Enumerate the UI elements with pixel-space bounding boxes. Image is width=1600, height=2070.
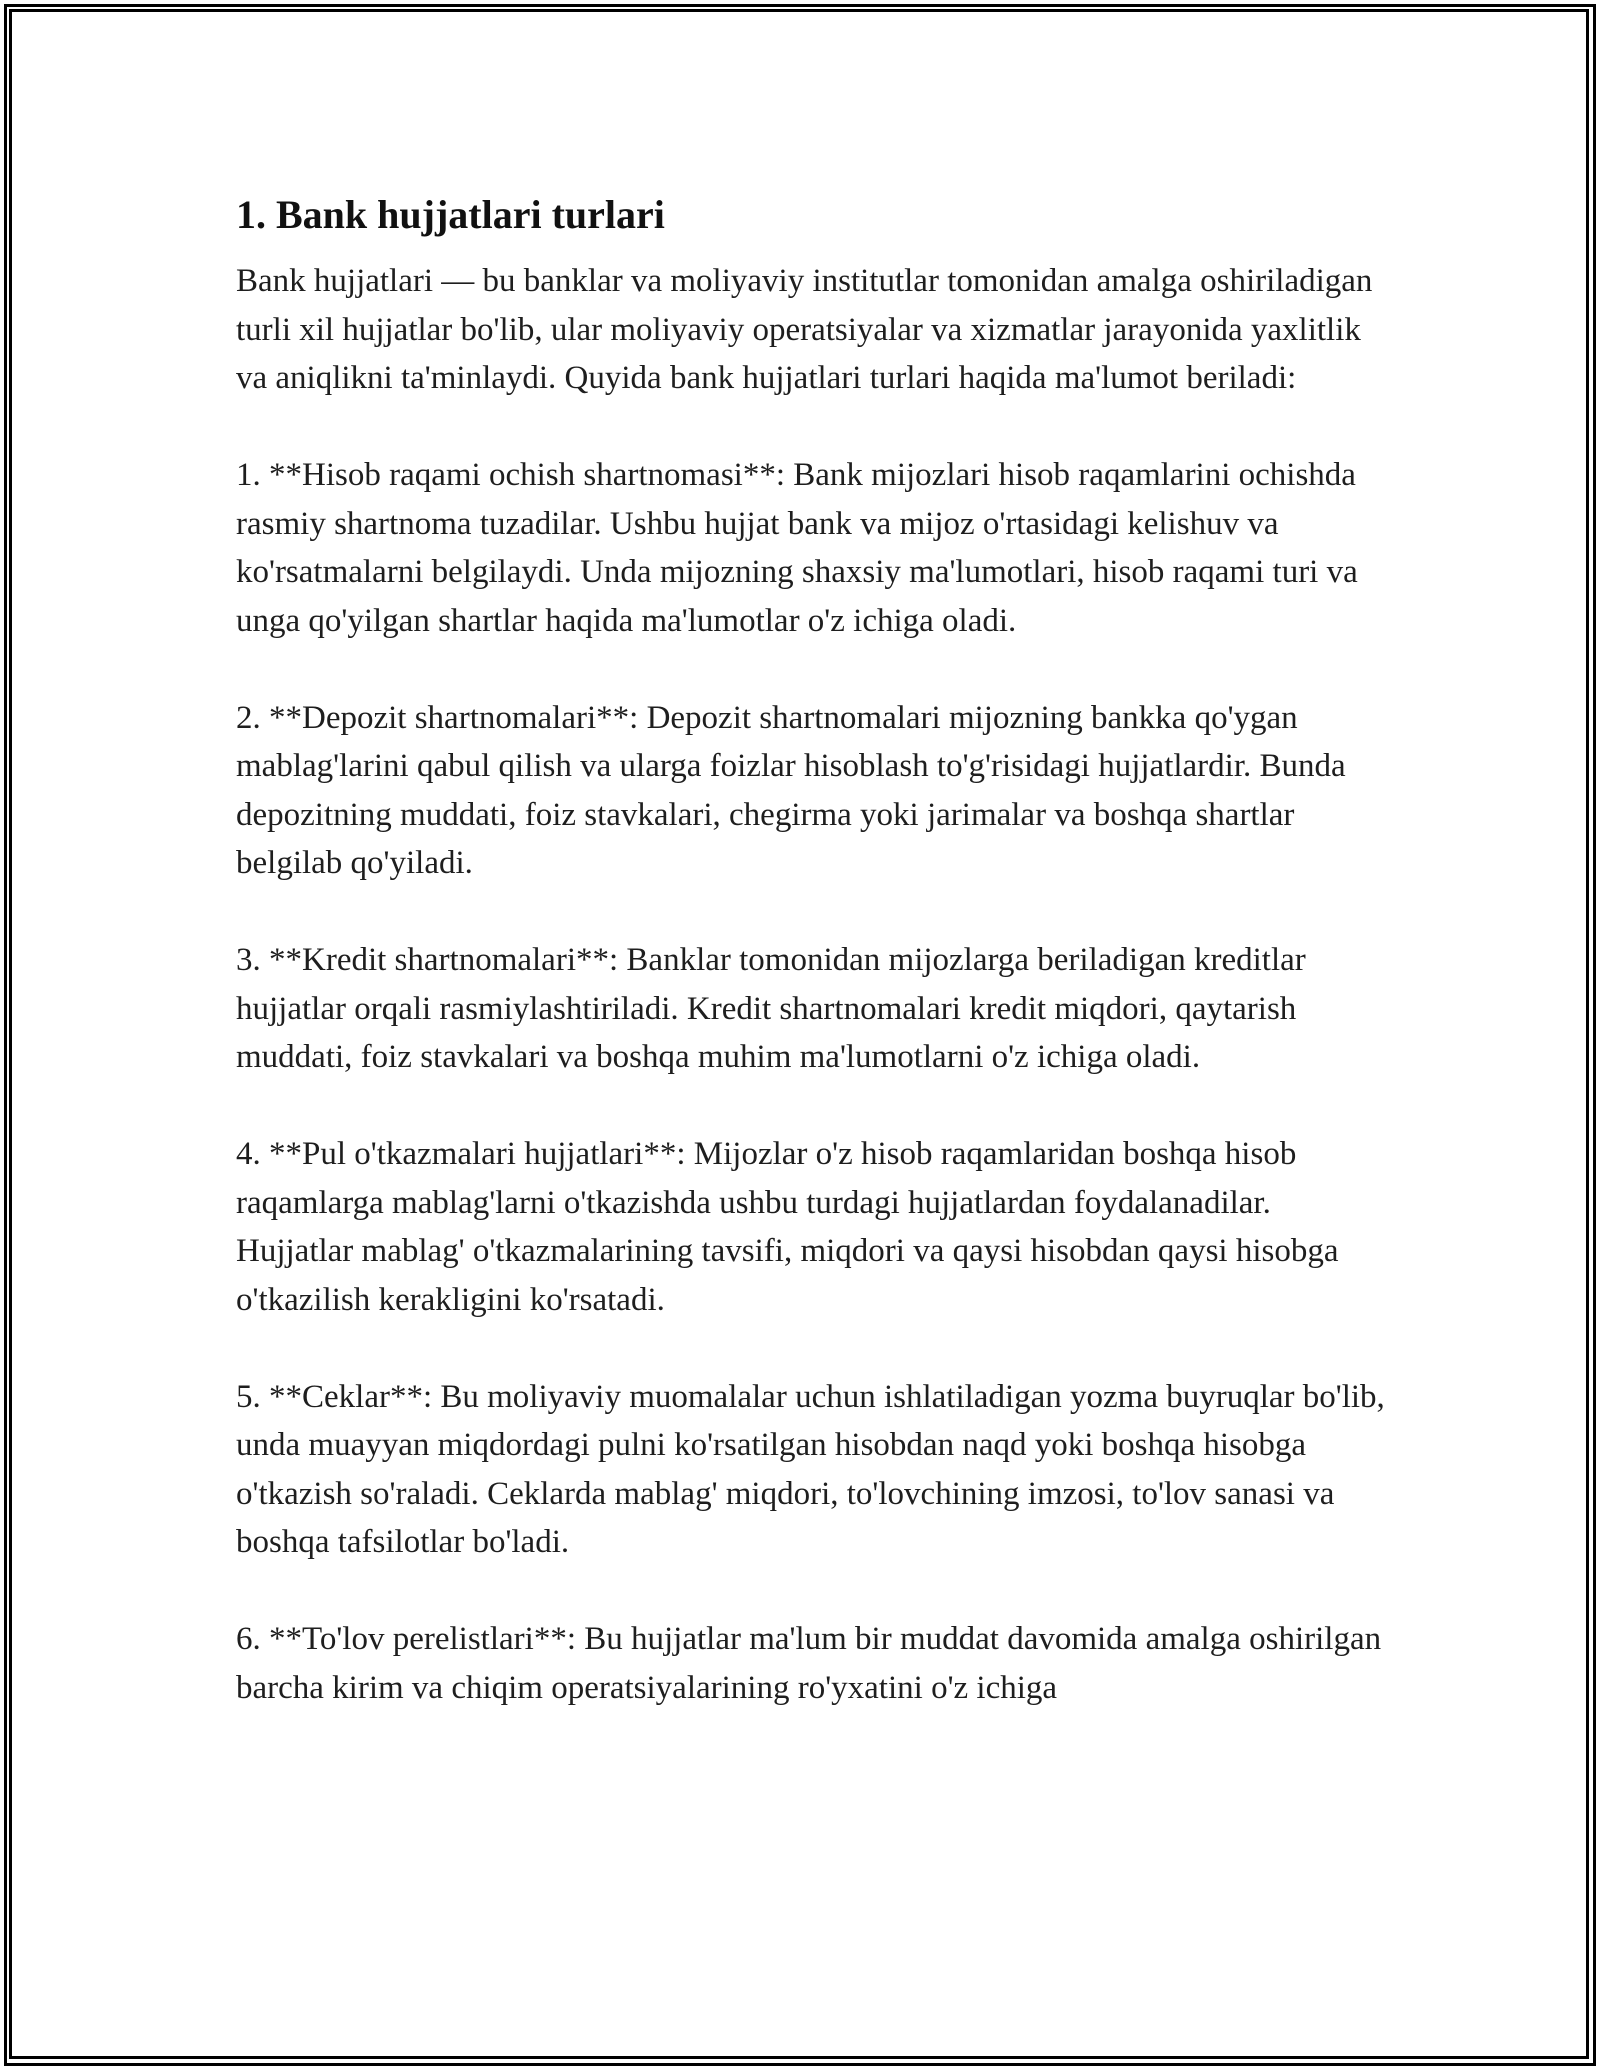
list-item: 3. **Kredit shartnomalari**: Banklar tomonidan mijozlarga beriladigan kreditlar hujjatlar orqali rasmiylashtiriladi. Kredit shartnomalari kredit miqdori, qaytarish muddati, foiz stavkalari va boshqa muhim ma'lumotlarni o'z ichiga oladi. (236, 942, 1306, 1075)
list-item: 1. **Hisob raqami ochish shartnomasi**: Bank mijozlari hisob raqamlarini ochishda rasmiy shartnoma tuzadilar. Ushbu hujjat bank va mijoz o'rtasidagi kelishuv va ko'rsatmalarni belgilaydi. Unda mijozning shaxsiy ma'lumotlari, hisob raqami turi va unga qo'yilgan shartlar haqida ma'lumotlar o'z ichiga oladi. (236, 457, 1358, 639)
document-title: 1. Bank hujjatlari turlari (236, 192, 665, 237)
intro-paragraph: Bank hujjatlari — bu banklar va moliyaviy institutlar tomonidan amalga oshiriladigan turli xil hujjatlar bo'lib, ular moliyaviy operatsiyalar va xizmatlar jarayonida yaxlitlik va aniqlikni ta'minlaydi. Quyida bank hujjatlari turlari haqida ma'lumot beriladi: (236, 263, 1373, 396)
list-item: 5. **Ceklar**: Bu moliyaviy muomalalar uchun ishlatiladigan yozma buyruqlar bo'lib, unda muayyan miqdordagi pulni ko'rsatilgan hisobdan naqd yoki boshqa hisobga o'tkazish so'raladi. Ceklarda mablag' miqdori, to'lovchining imzosi, to'lov sanasi va boshqa tafsilotlar bo'ladi. (236, 1378, 1385, 1560)
document-page (236, 185, 1386, 1712)
list-item: 6. **To'lov perelistlari**: Bu hujjatlar ma'lum bir muddat davomida amalga oshirilgan barcha kirim va chiqim operatsiyalarining ro'yxatini o'z ichiga (236, 1621, 1382, 1706)
list-item: 2. **Depozit shartnomalari**: Depozit shartnomalari mijozning bankka qo'ygan mablag'larini qabul qilish va ularga foizlar hisoblash to'g'risidagi hujjatlardir. Bunda depozitning muddati, foiz stavkalari, chegirma yoki jarimalar va boshqa shartlar belgilab qo'yiladi. (236, 699, 1346, 881)
list-item: 4. **Pul o'tkazmalari hujjatlari**: Mijozlar o'z hisob raqamlaridan boshqa hisob raqamlarga mablag'larni o'tkazishda ushbu turdagi hujjatlardan foydalanadilar. Hujjatlar mablag' o'tkazmalarining tavsifi, miqdori va qaysi hisobdan qaysi hisobga o'tkazilish kerakligini ko'rsatadi. (236, 1136, 1339, 1318)
